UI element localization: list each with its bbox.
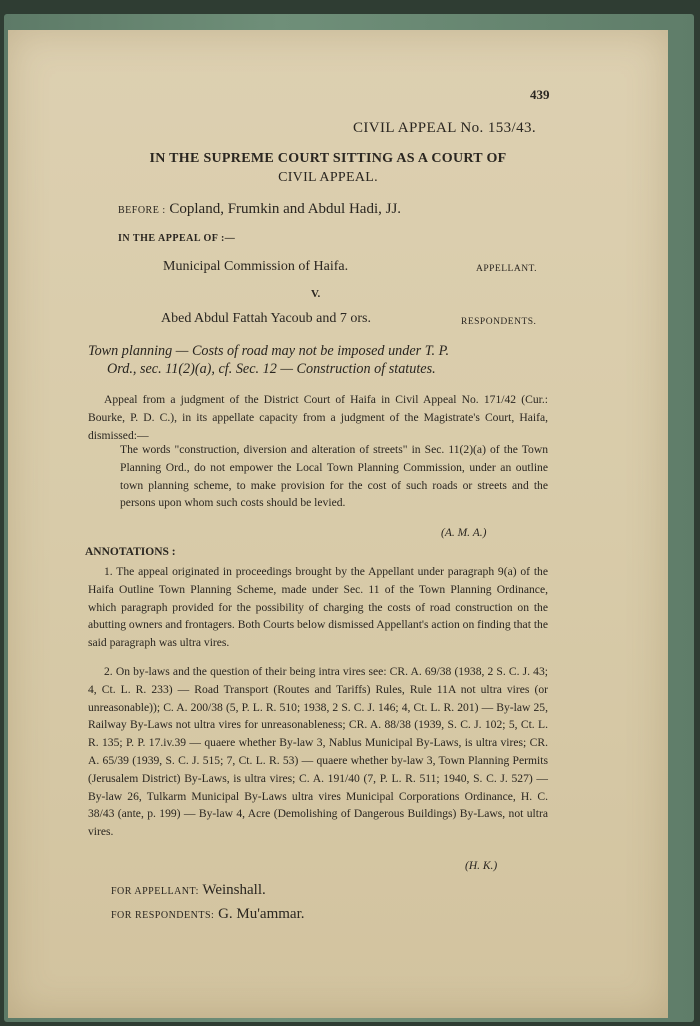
respondent-label: RESPONDENTS. — [461, 317, 537, 327]
initials-first: (A. M. A.) — [441, 527, 487, 539]
appellant-label: APPELLANT. — [476, 264, 538, 274]
initials-second: (H. K.) — [465, 860, 498, 872]
before-label: BEFORE : — [118, 205, 166, 216]
headnote-line1: Town planning — Costs of road may not be imposed under T. P. — [88, 343, 450, 359]
for-respondents-counsel: G. Mu'ammar. — [218, 906, 305, 922]
page-number: 439 — [530, 87, 550, 102]
for-respondents-label: FOR RESPONDENTS: — [111, 910, 215, 921]
versus: V. — [311, 288, 321, 300]
intro-paragraph: Appeal from a judgment of the District Court of Haifa in Civil Appeal No. 171/42 (Cur.: Bourke, P. D. C.), in its appellate capacity from a judgment of the Magistrate's Court, Haifa, dismissed:— — [88, 393, 548, 442]
for-appellant-label: FOR APPELLANT: — [111, 886, 199, 897]
annotations-heading: ANNOTATIONS : — [85, 546, 176, 558]
court-title-line1: IN THE SUPREME COURT SITTING AS A COURT OF — [149, 151, 507, 166]
respondent-name: Abed Abdul Fattah Yacoub and 7 ors. — [161, 311, 371, 326]
for-appellant-counsel: Weinshall. — [202, 882, 266, 898]
appellant-name: Municipal Commission of Haifa. — [163, 259, 349, 274]
court-title-line2: CIVIL APPEAL. — [278, 170, 378, 185]
annotation-1: 1. The appeal originated in proceedings brought by the Appellant under paragraph 9(a) of the Haifa Outline Town Planning Scheme, made under Sec. 11 of the Town Planning Ordinance, which paragraph provided for the possibility of charging the costs of road construction on the abutting owners and frontagers. Both Courts below dismissed Appellant's action on finding that the said paragraph was ultra vires. — [88, 565, 548, 650]
before-judges: Copland, Frumkin and Abdul Hadi, JJ. — [169, 201, 402, 217]
annotation-2: 2. On by-laws and the question of their being intra vires see: CR. A. 69/38 (1938, 2 S. C. J. 43; 4, Ct. L. R. 233) — Road Transport (Routes and Tariffs) Rules, Rule 11A not ultra vires (or unreasonable)); C. A. 200/38 (5, P. L. R. 510; 1938, 2 S. C. J. 146; 4, Ct. L. R. 201) — By-law 25, Railway By-Laws not ultra vires for unreasonableness; CR. A. 88/38 (1939, S. C. J. 102; 5, Ct. L. R. 135; P. P. 17.iv.39 — quaere whether By-law 3, Nablus Municipal By-Laws, is ultra vires; CR. A. 65/39 (1939, S. C. J. 515; 7, Ct. L. R. 53) — quaere whether by-law 3, Town Planning Permits (Jerusalem District) By-Laws, is ultra vires; C. A. 191/40 (7, P. L. R. 511; 1940, S. C. J. 527) — By-law 26, Tulkarm Municipal By-Laws ultra vires Municipal Corporations Ordinance, H. C. 38/43 (ante, p. 199) — By-law 4, Acre (Demolishing of Dangerous Buildings) By-Laws, not ultra vires. — [88, 665, 548, 839]
for-appellant-line — [111, 882, 266, 899]
holding-paragraph: The words "construction, diversion and alteration of streets" in Sec. 11(2)(a) of the Town Planning Ord., do not empower the Local Town Planning Commission, under an outline town planning scheme, to make provision for the cost of such roads or streets and the persons upon whom such costs should be levied. — [120, 443, 548, 510]
headnote-line2: Ord., sec. 11(2)(a), cf. Sec. 12 — Construction of statutes. — [107, 361, 436, 377]
for-respondents-line — [111, 906, 305, 923]
case-heading: CIVIL APPEAL No. 153/43. — [353, 120, 537, 136]
page — [8, 30, 668, 1018]
in-appeal-of: IN THE APPEAL OF :— — [118, 233, 236, 244]
before-line — [118, 201, 401, 218]
